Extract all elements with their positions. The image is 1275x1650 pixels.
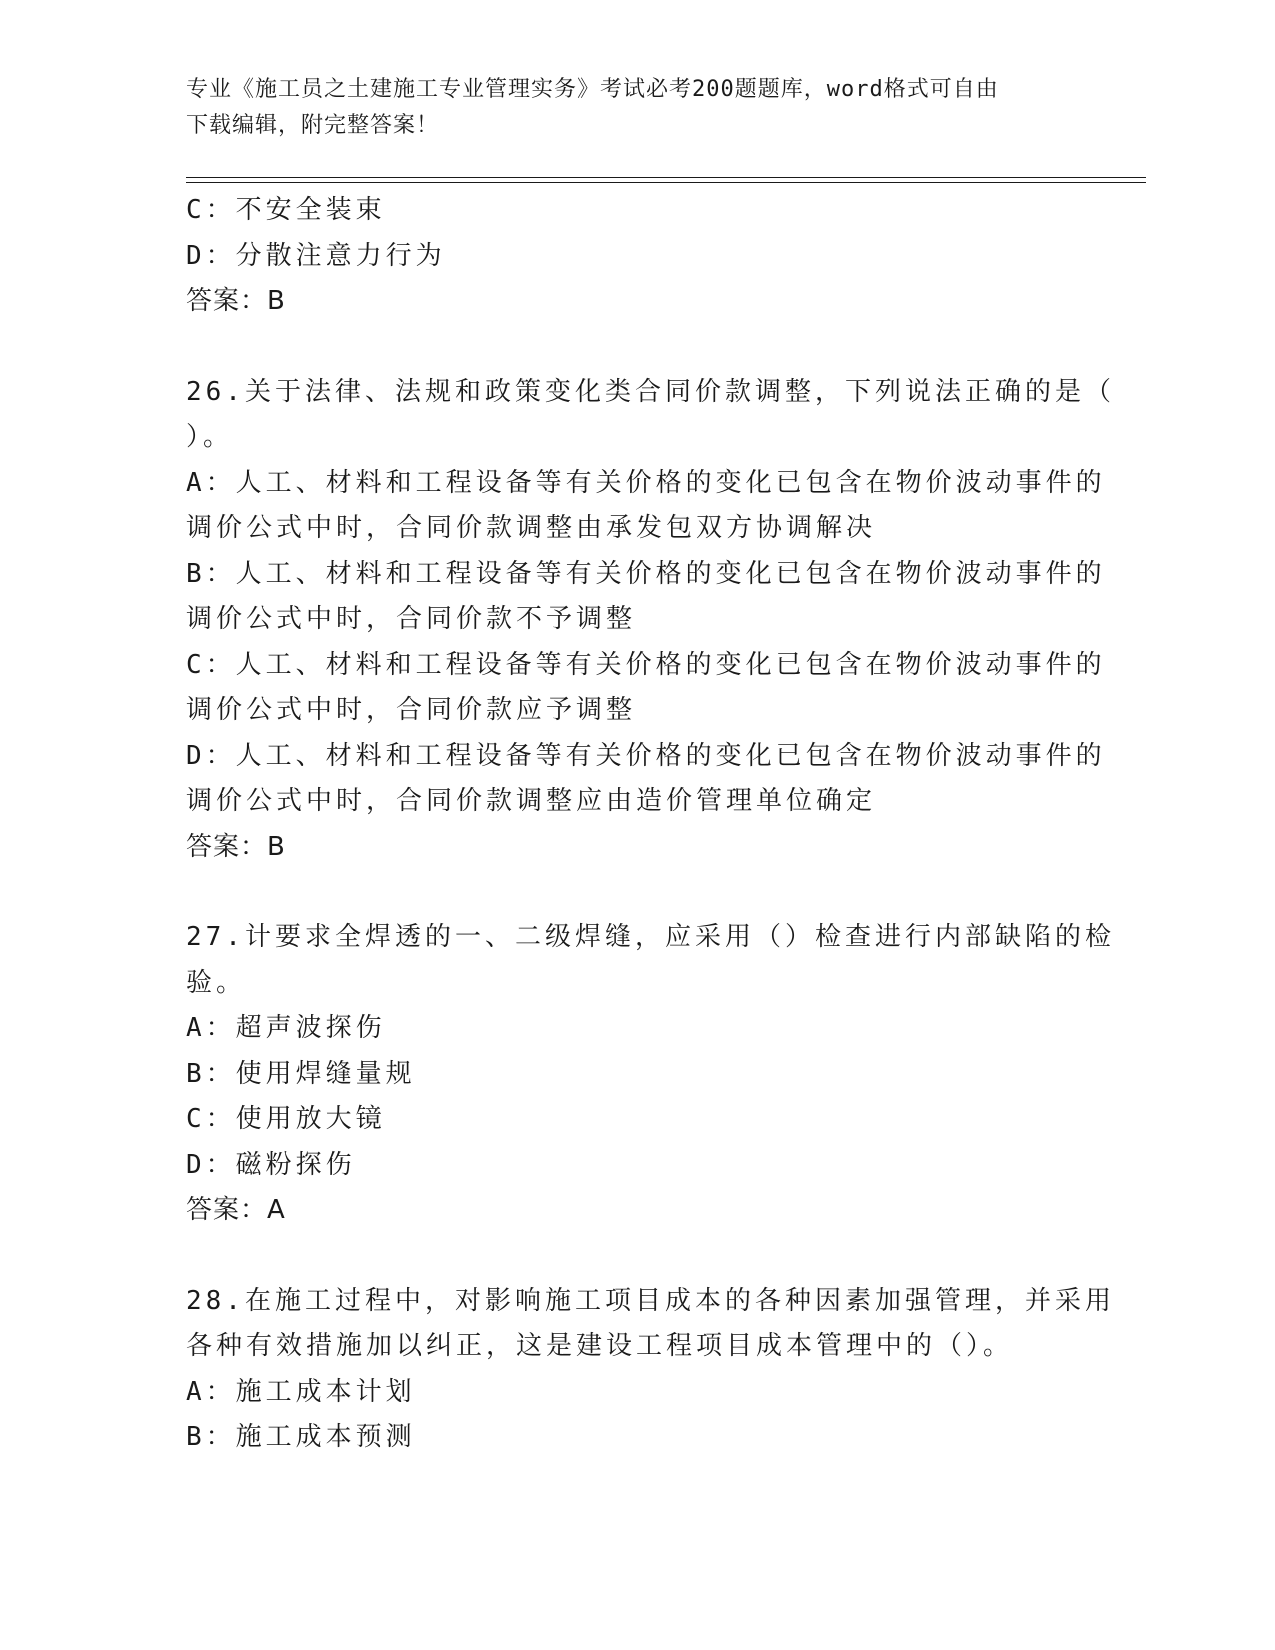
answer: 答案：A bbox=[186, 1195, 286, 1225]
question-stem: 27.计要求全焊透的一、二级焊缝，应采用（）检查进行内部缺陷的检 bbox=[186, 922, 1115, 952]
question-27 bbox=[186, 915, 1115, 1234]
option-a: A：施工成本计划 bbox=[186, 1376, 416, 1407]
option-d: D：人工、材料和工程设备等有关价格的变化已包含在物价波动事件的 bbox=[186, 740, 1106, 771]
spacer bbox=[186, 870, 1086, 915]
spacer bbox=[186, 1234, 1086, 1279]
question-28 bbox=[186, 1279, 1115, 1461]
question-stem-cont: 各种有效措施加以纠正，这是建设工程项目成本管理中的（）。 bbox=[186, 1331, 1014, 1361]
option-b-cont: 调价公式中时，合同价款不予调整 bbox=[186, 604, 637, 634]
question-25-tail bbox=[186, 188, 1086, 325]
option-c: C：人工、材料和工程设备等有关价格的变化已包含在物价波动事件的 bbox=[186, 649, 1106, 680]
answer: 答案：B bbox=[186, 286, 286, 316]
question-stem: 26.关于法律、法规和政策变化类合同价款调整，下列说法正确的是（ bbox=[186, 376, 1115, 407]
option-c-cont: 调价公式中时，合同价款应予调整 bbox=[186, 695, 637, 725]
option-d: D：分散注意力行为 bbox=[186, 240, 446, 271]
header-line-1: 专业《施工员之土建施工专业管理实务》考试必考200题题库，word格式可自由 bbox=[186, 77, 999, 102]
question-stem-cont: ）。 bbox=[186, 422, 234, 452]
question-stem-cont: 验。 bbox=[186, 967, 247, 998]
question-26 bbox=[186, 370, 1115, 871]
document-body bbox=[186, 188, 1115, 1461]
option-d: D：磁粉探伤 bbox=[186, 1149, 356, 1180]
document-header bbox=[186, 72, 1066, 144]
option-b: B：使用焊缝量规 bbox=[186, 1058, 416, 1089]
option-c: C：不安全装束 bbox=[186, 195, 386, 225]
option-a-cont: 调价公式中时，合同价款调整由承发包双方协调解决 bbox=[186, 513, 877, 543]
question-stem: 28.在施工过程中，对影响施工项目成本的各种因素加强管理，并采用 bbox=[186, 1285, 1115, 1316]
header-divider-top bbox=[186, 177, 1146, 178]
option-d-cont: 调价公式中时，合同价款调整应由造价管理单位确定 bbox=[186, 786, 877, 816]
option-c: C：使用放大镜 bbox=[186, 1104, 386, 1134]
option-a: A：人工、材料和工程设备等有关价格的变化已包含在物价波动事件的 bbox=[186, 467, 1106, 498]
answer: 答案：B bbox=[186, 831, 286, 862]
option-b: B：人工、材料和工程设备等有关价格的变化已包含在物价波动事件的 bbox=[186, 558, 1106, 589]
spacer bbox=[186, 325, 1086, 370]
header-line-2: 下载编辑，附完整答案！ bbox=[186, 113, 440, 138]
option-a: A：超声波探伤 bbox=[186, 1013, 386, 1043]
header-divider-bottom bbox=[186, 182, 1146, 183]
option-b: B：施工成本预测 bbox=[186, 1422, 416, 1452]
